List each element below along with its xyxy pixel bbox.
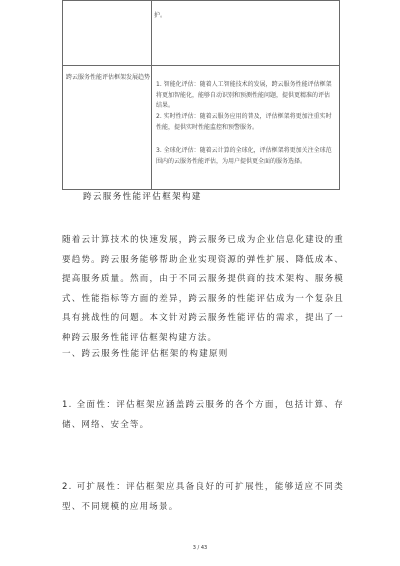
section-title: 跨云服务性能评估框架构建	[83, 192, 202, 202]
trend-table	[62, 0, 340, 190]
table-row-divider	[62, 65, 340, 66]
heading-principles: 一、跨云服务性能评估框架的构建原则	[62, 349, 229, 359]
paragraph-intro: 随着云计算技术的快速发展，跨云服务已成为企业信息化建设的重要趋势。跨云服务能够帮助企业实现资源的弹性扩展、降低成本、提高服务质量。然而，由于不同云服务提供商的技术架构、服务模式、性能指标等方面的差异，跨云服务的性能评估成为一个复杂且具有挑战性的问题。本文针对跨云服务性能评估的需求，提出了一种跨云服务性能评估框架构建方法。	[62, 235, 344, 343]
table-cell-trend-label: 跨云服务性能评估框架发展趋势	[66, 74, 151, 81]
page-number: 3 / 43	[192, 545, 208, 551]
table-border-right	[339, 0, 340, 190]
paragraph-comprehensive: 1. 全面性：评估框架应涵盖跨云服务的各个方面，包括计算、存储、网络、安全等。	[62, 400, 344, 430]
table-cell-item-global: 3. 全球化评估：随着云计算的全球化，评估框架将更加关注全球范围内的云服务性能评估，为用户提供更全面的服务选择。	[156, 147, 332, 165]
paragraph-scalability: 2. 可扩展性：评估框架应具备良好的可扩展性，能够适应不同类型、不同规模的应用场景。	[62, 482, 344, 512]
table-border-middle	[151, 0, 152, 190]
table-cell-item-realtime: 2. 实时性评估：随着云服务应用的普及，评估框架将更加注重实时性能，提供实时性能监控和预警服务。	[156, 113, 332, 131]
table-border-top	[62, 0, 340, 1]
table-cell-item-intelligent: 1. 智能化评估：随着人工智能技术的发展，跨云服务性能评估框架将更加智能化，能够自动识别和预测性能问题，提供更精准的评估结果。	[156, 81, 332, 109]
table-cell-top-right: 护。	[154, 12, 167, 19]
table-border-left	[62, 0, 63, 190]
